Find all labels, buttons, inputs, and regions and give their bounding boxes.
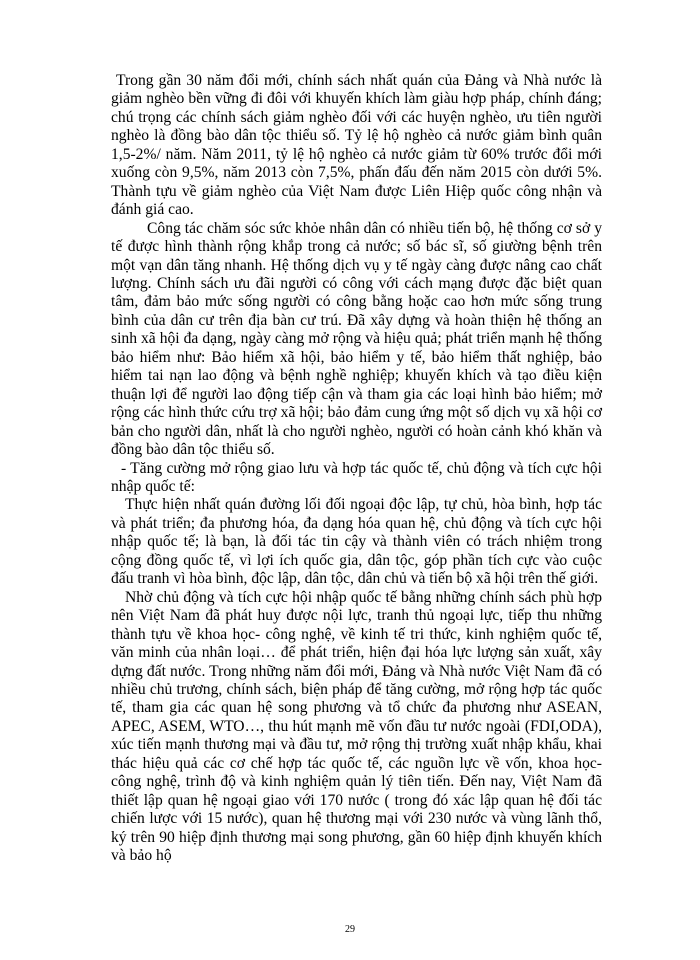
paragraph-healthcare-social-security: Công tác chăm sóc sức khỏe nhân dân có nhiều tiến bộ, hệ thống cơ sở y tế được hình thành rộng khắp trong cả nước; số bác sĩ, số giường bệnh trên một vạn dân tăng nhanh. Hệ thống dịch vụ y tế ngày càng được nâng cao chất lượng. Chính sách ưu đãi người có công với cách mạng được đặc biệt quan tâm, đảm bảo mức sống người có công bằng hoặc cao hơn mức sống trung bình của dân cư trên địa bàn cư trú. Đã xây dựng và hoàn thiện hệ thống an sinh xã hội đa dạng, ngày càng mở rộng và hiệu quả; phát triển mạnh hệ thống bảo hiểm như: Bảo hiểm xã hội, bảo hiểm y tế, bảo hiểm thất nghiệp, bảo hiểm tai nạn lao động và bệnh nghề nghiệp; khuyến khích và tạo điều kiện thuận lợi để người lao động tiếp cận và tham gia các loại hình bảo hiểm; mở rộng các hình thức cứu trợ xã hội; bảo đảm cung ứng một số dịch vụ xã hội cơ bản cho người dân, nhất là cho người nghèo, người có hoàn cảnh khó khăn và đồng bào dân tộc thiểu số. <box>111 219 602 459</box>
paragraph-international-cooperation-heading: - Tăng cường mở rộng giao lưu và hợp tác quốc tế, chủ động và tích cực hội nhập quốc tế: <box>111 459 602 495</box>
page-number: 29 <box>345 924 355 935</box>
body-text <box>111 72 602 865</box>
paragraph-international-integration: Nhờ chủ động và tích cực hội nhập quốc tế bằng những chính sách phù hợp nên Việt Nam đã phát huy được nội lực, tranh thủ ngoại lực, tiếp thu những thành tựu về khoa học- công nghệ, về kinh tế tri thức, kinh nghiệm quốc tế, văn minh của nhân loại… để phát triển, hiện đại hóa lực lượng sản xuất, xây dựng đất nước. Trong những năm đổi mới, Đảng và Nhà nước Việt Nam đã có nhiều chủ trương, chính sách, biện pháp để tăng cường, mở rộng hợp tác quốc tế, tham gia các quan hệ song phương và tổ chức đa phương như ASEAN, APEC, ASEM, WTO…, thu hút mạnh mẽ vốn đầu tư nước ngoài (FDI,ODA), xúc tiến mạnh thương mại và đầu tư, mở rộng thị trường xuất nhập khẩu, khai thác hiệu quả các cơ chế hợp tác quốc tế, các nguồn lực về vốn, khoa học-công nghệ, trình độ và kinh nghiệm quản lý tiên tiến. Đến nay, Việt Nam đã thiết lập quan hệ ngoại giao với 170 nước ( trong đó xác lập quan hệ đối tác chiến lược với 15 nước), quan hệ thương mại với 230 nước và vùng lãnh thổ, ký trên 90 hiệp định thương mại song phương, gần 60 hiệp định khuyến khích và bảo hộ <box>111 588 602 865</box>
paragraph-foreign-policy: Thực hiện nhất quán đường lối đối ngoại độc lập, tự chủ, hòa bình, hợp tác và phát triển; đa phương hóa, đa dạng hóa quan hệ, chủ động và tích cực hội nhập quốc tế; là bạn, là đối tác tin cậy và thành viên có trách nhiệm trong cộng đồng quốc tế, vì lợi ích quốc gia, dân tộc, góp phần tích cực vào cuộc đấu tranh vì hòa bình, độc lập, dân tộc, dân chủ và tiến bộ xã hội trên thế giới. <box>111 496 602 588</box>
paragraph-poverty-reduction: Trong gần 30 năm đổi mới, chính sách nhất quán của Đảng và Nhà nước là giảm nghèo bền vững đi đôi với khuyến khích làm giàu hợp pháp, chính đáng; chú trọng các chính sách giảm nghèo đối với các huyện nghèo, ưu tiên người nghèo là đồng bào dân tộc thiểu số. Tỷ lệ hộ nghèo cả nước giảm bình quân 1,5-2%/ năm. Năm 2011, tỷ lệ hộ nghèo cả nước giảm từ 60% trước đổi mới xuống còn 9,5%, năm 2013 còn 7,5%, phấn đấu đến năm 2015 còn dưới 5%. Thành tựu về giảm nghèo của Việt Nam được Liên Hiệp quốc công nhận và đánh giá cao. <box>111 72 602 219</box>
